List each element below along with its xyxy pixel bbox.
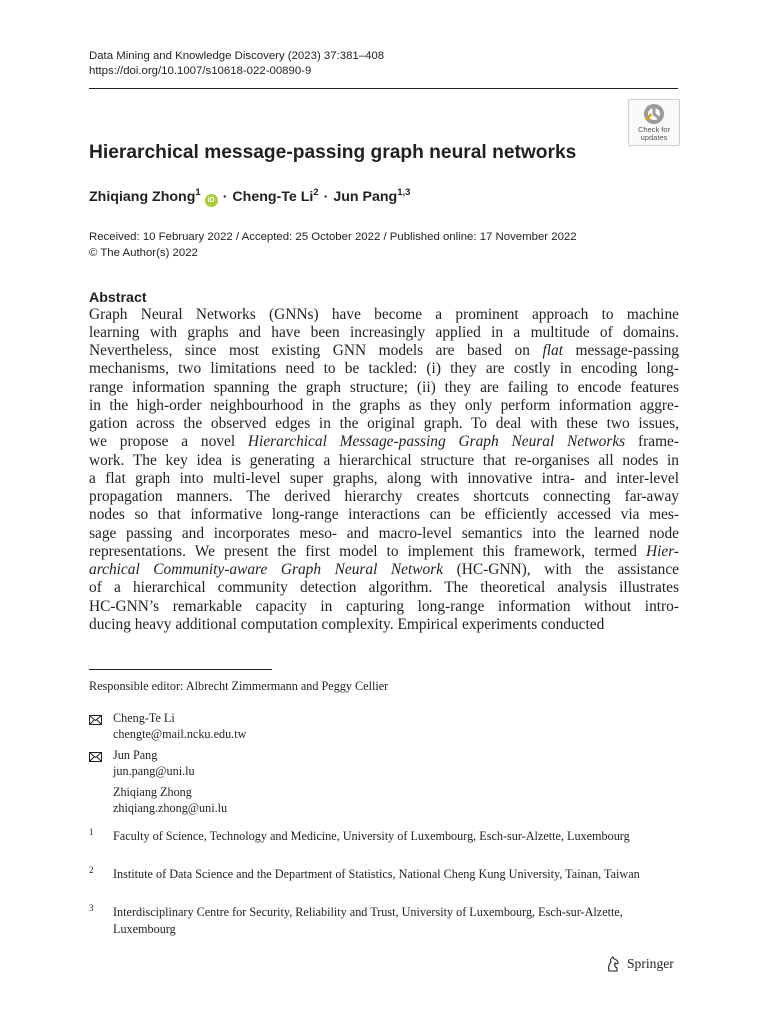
abstract-line [89,598,679,616]
abstract-text: Graph Neural Networks (GNNs) have become a prominent approach to machine [89,305,679,323]
author-affiliation-sup: 1 [195,187,201,198]
abstract-text: Nevertheless, since most existing GNN models are based on [89,342,543,359]
abstract-text: ducing heavy additional computation complexity. Empirical experiments conducted [89,615,605,633]
abstract-line [89,415,679,433]
check-for-updates-label: Check for updates [637,125,671,142]
journal-citation: Data Mining and Knowledge Discovery (2023) 37:381–408 [89,50,385,62]
abstract-heading: Abstract [89,290,147,306]
abstract-text: message-passing [563,342,679,359]
abstract-text: HC-GNN’s remarkable capacity in capturing long-range information without intro- [89,597,679,615]
abstract-line [89,324,679,342]
abstract-line [89,470,679,488]
springer-horse-icon [605,955,621,973]
author-name: Jun Pang [333,189,398,205]
abstract-text: a flat graph into multi-level super graphs, along with innovative intra- and inter-level [89,469,679,487]
journal-header [89,49,384,79]
contact-block [113,748,195,779]
abstract-line [89,561,679,579]
springer-logo [605,955,674,975]
author-affiliation-sup: 2 [313,187,319,198]
affiliation-number: 1 [89,827,94,837]
abstract-line [89,397,679,415]
abstract-line [89,379,679,397]
abstract-line [89,543,679,561]
abstract-text: gation across the observed edges in the original graph. To deal with these two issues, [89,415,679,432]
abstract-emphasis: Hierarchical Message-passing Graph Neural Networks [247,433,626,451]
affiliation-text: Institute of Data Science and the Department of Statistics, National Cheng Kung University, Tainan, Taiwan [113,867,640,881]
contact-block [113,785,227,816]
affiliation-text: Interdisciplinary Centre for Security, Reliability and Trust, University of Luxembourg, Esch-sur-Alzette, Luxembourg [113,905,623,936]
check-for-updates-badge[interactable] [628,99,680,146]
publisher-name: Springer [627,956,674,972]
contact-block [113,711,246,742]
envelope-icon [89,715,102,725]
abstract-text: nodes so that informative long-range interactions can be efficiently accessed via mes- [89,506,679,524]
abstract-text: (HC-GNN), with the assistance [443,561,679,578]
abstract-text: learning with graphs and have been increasingly applied in a multitude of domains. [89,323,679,341]
affiliation-text: Faculty of Science, Technology and Medicine, University of Luxembourg, Esch-sur-Alzette, Luxembourg [113,829,630,843]
orcid-icon[interactable]: iD [205,194,218,207]
header-rule [89,88,678,89]
contact-email[interactable]: zhiqiang.zhong@uni.lu [113,800,228,815]
abstract-text: work. The key idea is generating a hierarchical structure that re-organises all nodes in [89,451,679,469]
author-affiliation-sup: 1,3 [397,187,411,198]
contact-email[interactable]: jun.pang@uni.lu [113,763,195,778]
abstract-line [89,360,679,378]
abstract-line [89,525,679,543]
abstract-emphasis: flat [542,342,564,359]
abstract-line [89,506,679,524]
envelope-icon [89,752,102,762]
abstract-text: sage passing and incorporates meso- and macro-level semantics into the learned node [89,524,679,542]
affiliation-number: 3 [89,903,94,913]
abstract-emphasis: Hier- [645,542,679,560]
paper-title: Hierarchical message-passing graph neural networks [89,142,577,163]
abstract-text: representations. We present the first model to implement this framework, termed [89,542,646,560]
contact-name: Zhiqiang Zhong [113,785,192,799]
footnote-rule [89,669,272,670]
author-list [89,187,410,207]
abstract-text: we propose a novel [89,433,248,451]
abstract-text: range information spanning the graph structure; (ii) they are failing to encode features [89,378,679,396]
abstract-line [89,452,679,470]
abstract-line [89,306,679,324]
check-for-updates-icon [641,103,667,125]
abstract-line [89,488,679,506]
abstract-line [89,616,679,634]
author-name: Zhiqiang Zhong [89,189,196,205]
abstract-line [89,342,679,360]
history-dates: Received: 10 February 2022 / Accepted: 25 October 2022 / Published online: 17 November 2022 [89,231,577,243]
abstract-emphasis: archical Community-aware Graph Neural Network [89,561,444,578]
publication-dates [89,230,577,261]
abstract-body [89,306,679,635]
doi-link[interactable]: https://doi.org/10.1007/s10618-022-00890-9 [89,65,312,77]
author-separator: · [323,189,329,205]
affiliation-number: 2 [89,865,94,875]
abstract-text: mechanisms, two limitations need to be tackled: (i) they are costly in encoding long- [89,360,679,378]
contact-name: Cheng-Te Li [113,711,175,725]
author-name: Cheng-Te Li [232,189,314,205]
abstract-text: frame- [625,433,680,451]
abstract-text: of a hierarchical community detection algorithm. The theoretical analysis illustrates [89,579,679,597]
contact-email[interactable]: chengte@mail.ncku.edu.tw [113,726,247,741]
copyright-line: © The Author(s) 2022 [89,246,198,259]
author-separator: · [222,189,228,205]
contact-name: Jun Pang [113,748,158,762]
abstract-line [89,433,679,451]
abstract-text: in the high-order neighbourhood in the graphs as they only perform information aggre- [89,396,679,414]
responsible-editor: Responsible editor: Albrecht Zimmermann and Peggy Cellier [89,679,389,693]
abstract-text: propagation manners. The derived hierarchy creates shortcuts connecting far-away [89,488,679,505]
abstract-line [89,579,679,597]
